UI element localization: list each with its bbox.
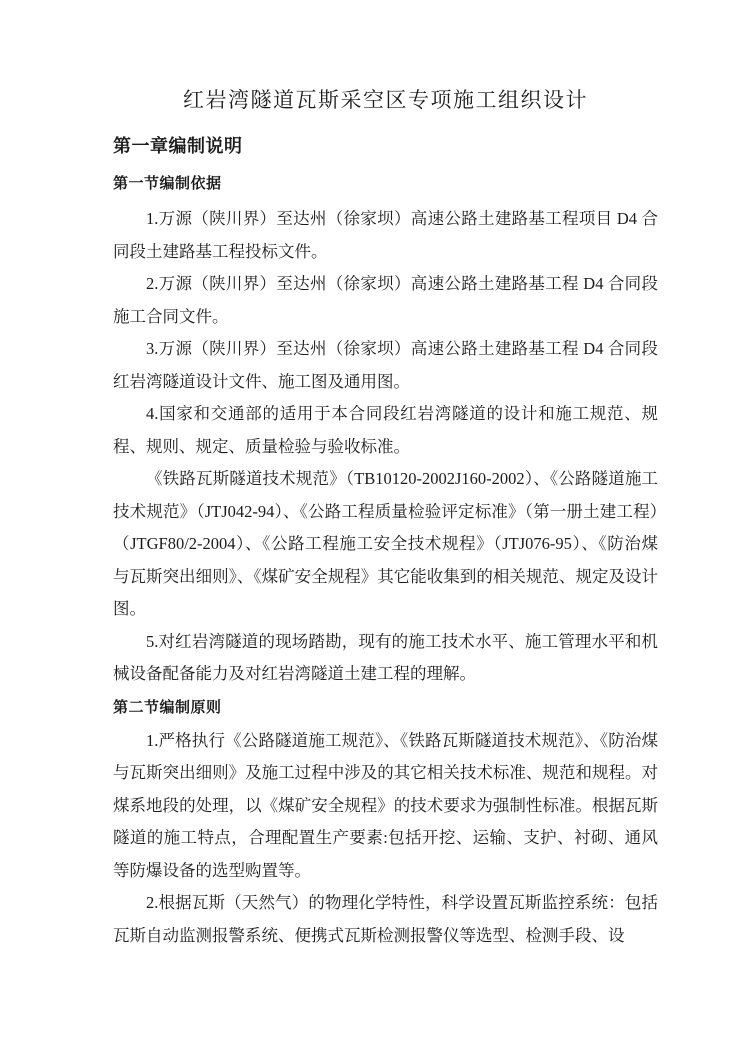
section-1-paragraph-4: 4.国家和交通部的适用于本合同段红岩湾隧道的设计和施工规范、规程、规则、规定、质量检验与验收标准。 [113, 404, 658, 456]
section-1-paragraph-3: 3.万源（陕川界）至达州（徐家坝）高速公路土建路基工程 D4 合同段红岩湾隧道设计文件、施工图及通用图。 [113, 339, 658, 391]
chapter-1-heading: 第一章编制说明 [113, 136, 243, 156]
document-title: 红岩湾隧道瓦斯采空区专项施工组织设计 [183, 88, 588, 112]
section-2-heading: 第二节编制原则 [113, 699, 222, 716]
document-content [113, 84, 658, 952]
section-1-paragraph-5-standards: 《铁路瓦斯隧道技术规范》（TB10120-2002J160-2002）、《公路隧道施工技术规范》（JTJ042-94）、《公路工程质量检验评定标准》（第一册土建工程）（JTGF80/2-2004）、《公路工程施工安全技术规程》（JTJ076-95）、《防治煤与瓦斯突出细则》、《煤矿安全规程》其它能收集到的相关规范、规定及设计图。 [113, 469, 658, 618]
section-1-paragraph-6: 5.对红岩湾隧道的现场踏勘，现有的施工技术水平、施工管理水平和机械设备配备能力及对红岩湾隧道土建工程的理解。 [113, 631, 658, 683]
section-2-paragraph-2: 2.根据瓦斯（天然气）的物理化学特性，科学设置瓦斯监控系统：包括瓦斯自动监测报警系统、便携式瓦斯检测报警仪等选型、检测手段、设 [113, 893, 658, 945]
section-1-heading: 第一节编制依据 [113, 176, 222, 192]
section-1-paragraph-1: 1.万源（陕川界）至达州（徐家坝）高速公路土建路基工程项目 D4 合同段土建路基工程投标文件。 [113, 209, 658, 261]
section-2-paragraph-1: 1.严格执行《公路隧道施工规范》、《铁路瓦斯隧道技术规范》、《防治煤与瓦斯突出细则》及施工过程中涉及的其它相关技术标准、规范和规程。对煤系地段的处理，以《煤矿安全规程》的技术要求为强制性标准。根据瓦斯隧道的施工特点，合理配置生产要素:包括开挖、运输、支护、衬砌、通风等防爆设备的选型购置等。 [113, 730, 658, 880]
section-1-paragraph-2: 2.万源（陕川界）至达州（徐家坝）高速公路土建路基工程 D4 合同段施工合同文件。 [113, 274, 658, 326]
